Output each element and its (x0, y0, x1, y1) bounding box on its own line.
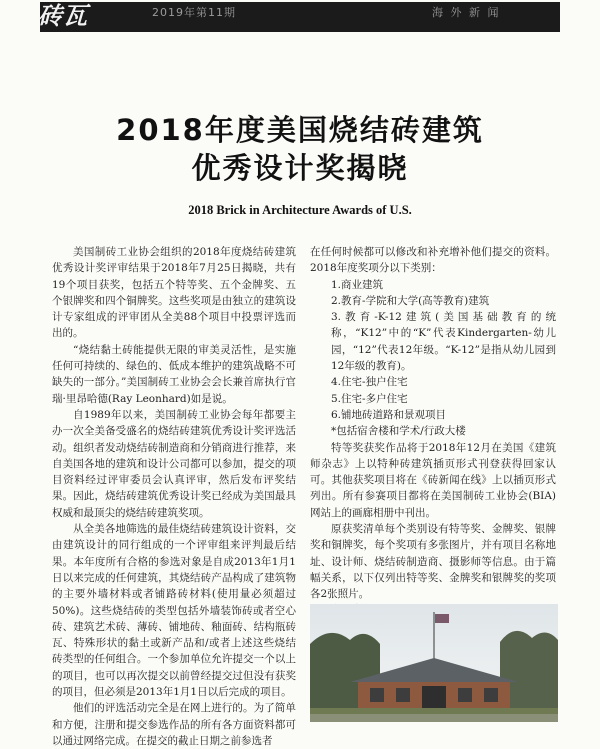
paragraph: 从全美各地筛选的最佳烧结砖建筑设计资料，交由建筑设计的同行组成的一个评审组来评判最后结果。本年度所有合格的参选对象是自成2013年1月1日以来完成的任何建筑，其烧结砖产品构成了建筑物的主要外墙材料或者铺路砖材料(使用量必须超过50%)。这些烧结砖的类型包括外墙装饰砖或者空心砖、建筑艺术砖、薄砖、铺地砖、釉面砖、结构瓶砖瓦、特殊形状的黏土或新产品和/或者上述这些烧结砖类型的任何组合。一个参加单位允许提交一个以上的项目，也可以再次提交以前曾经提交过但没有获奖的项目，但必须是2013年1月1日以后完成的项目。 (52, 523, 296, 699)
paragraph: 自1989年以来，美国制砖工业协会每年都要主办一次全美备受盛名的烧结砖建筑优秀设计奖评选活动。组织者发动烧结砖制造商和分销商进行推荐，来自美国各地的建筑和设计公司都可以参加，提交的项目资料经过评审委员会认真评审，然后发布评奖结果。因此，烧结砖建筑优秀设计奖已经成为美国最具权威和最顶尖的烧结砖建筑奖项。 (52, 408, 296, 519)
building-photo-illustration (310, 604, 558, 722)
paragraph: 他们的评选活动完全是在网上进行的。为了简单和方便，注册和提交参选作品的所有各方面资料都可以通过网络完成。在提交的截止日期之前参选者 (52, 702, 296, 747)
article-title-line1: 2018年度美国烧结砖建筑 (116, 113, 484, 147)
category-item: 4.住宅-独户住宅 (331, 376, 408, 389)
category-item: 1.商业建筑 (331, 278, 384, 291)
right-column (310, 244, 556, 635)
category-note: *包括宿舍楼和学术/行政大楼 (331, 425, 466, 438)
left-column (52, 244, 296, 749)
category-item: 5.住宅-多户住宅 (331, 392, 408, 405)
paragraph: 美国制砖工业协会组织的2018年度烧结砖建筑优秀设计奖评审结果于2018年7月25日揭晓，共有19个项目获奖，包括五个特等奖、五个金牌奖、五个银牌奖和四个铜牌奖。这些奖项是由独立的建筑设计专家组成的评审团从全美88个项目中投票评选而出的。 (52, 246, 296, 340)
english-title: 2018 Brick in Architecture Awards of U.S. (188, 203, 412, 217)
paragraph: 特等奖获奖作品将于2018年12月在美国《建筑师杂志》上以特种砖建筑插页形式刊登获得回家认可。其他获奖项目将在《砖新闻在线》上以插页形式列出。所有参赛项目都将在美国制砖工业协会(BIA)网站上的画廊相册中刊出。 (310, 441, 556, 519)
building-photo (310, 604, 558, 722)
category-item: 3.教育-K-12建筑(美国基础教育的统称，“K12”中的“K”代表Kindergarten-幼儿园，“12”代表12年级。“K-12”是指从幼儿园到12年级的教育)。 (331, 311, 556, 373)
paragraph: 原获奖清单每个类别设有特等奖、金牌奖、银牌奖和铜牌奖，每个奖项有多张图片，并有项目名称地址、设计师、烧结砖制造商、摄影师等信息。由于篇幅关系，以下仅列出特等奖、金牌奖和银牌奖的奖项各2张照片。 (310, 523, 556, 601)
category-item: 6.铺地砖道路和景观项目 (331, 408, 447, 421)
paragraph: 在任何时候都可以修改和补充增补他们提交的资料。2018年度奖项分以下类别： (310, 246, 556, 275)
paragraph: “烧结黏土砖能提供无限的审美灵活性，是实施任何可持续的、绿色的、低成本维护的建筑战略不可缺失的一部分。”美国制砖工业协会会长兼首席执行官瑞·里昂哈德(Ray Leonhard)如是说。 (52, 343, 296, 405)
issue-label: 2019年第11期 (152, 6, 236, 19)
magazine-logo: 砖瓦 (38, 1, 88, 30)
category-item: 2.教育-学院和大学(高等教育)建筑 (331, 294, 490, 307)
section-label: 海 外 新 闻 (432, 6, 501, 19)
article-title-line2: 优秀设计奖揭晓 (191, 151, 409, 185)
